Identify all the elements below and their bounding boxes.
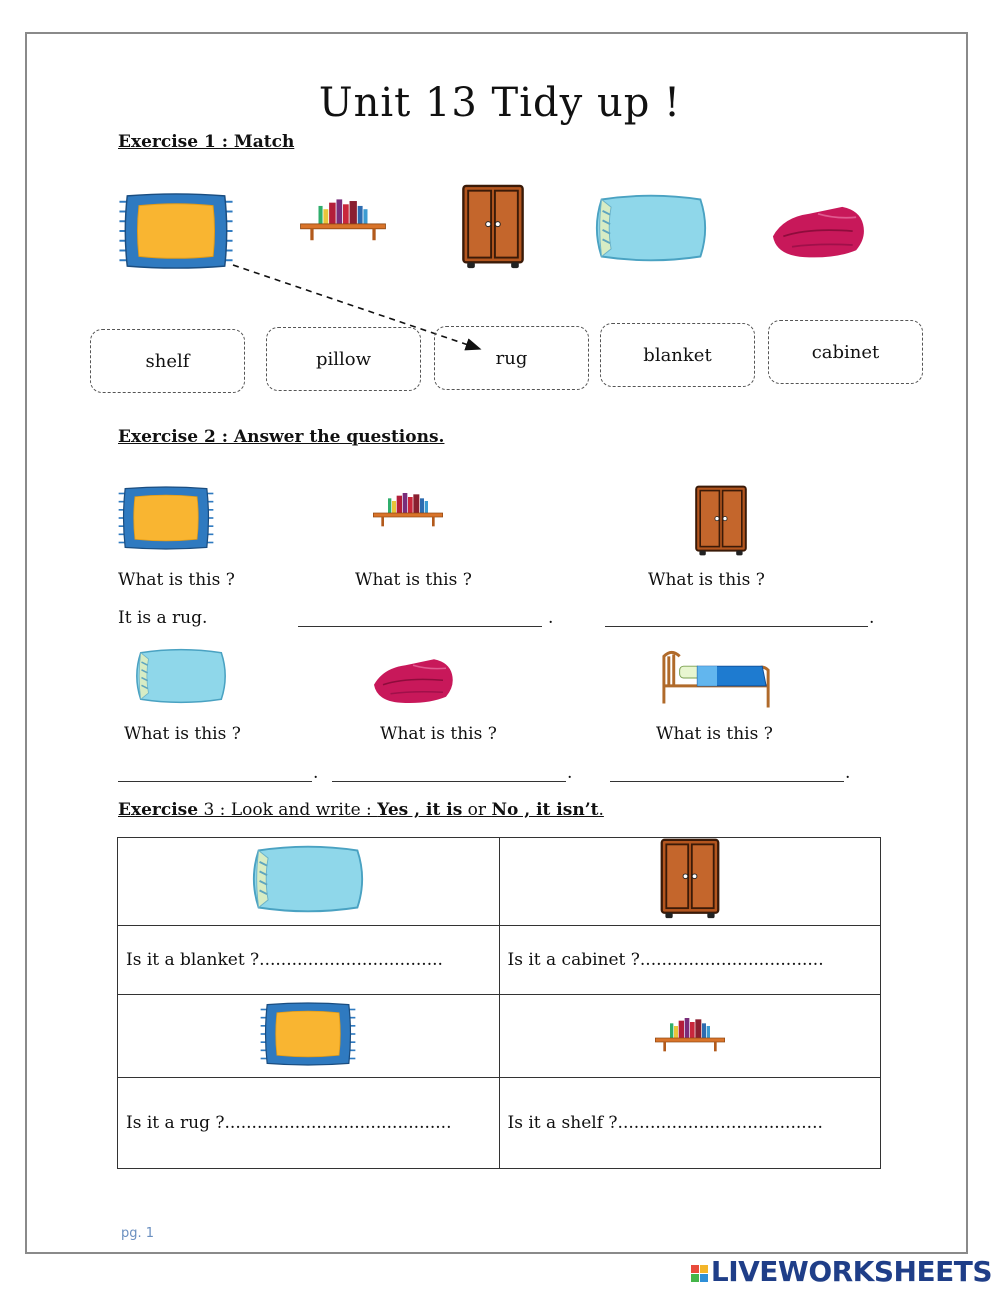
- table-row[interactable]: Is it a shelf ?......................................: [499, 1078, 881, 1169]
- cabinet-icon: [690, 485, 752, 557]
- question-4: What is this ?: [124, 724, 241, 744]
- table-row[interactable]: Is it a blanket ?..................................: [118, 926, 500, 995]
- table-cell: [118, 995, 500, 1078]
- question-5: What is this ?: [380, 724, 497, 744]
- brand-logo[interactable]: LIVEWORKSHEETS: [691, 1255, 992, 1288]
- table-cell: [499, 995, 881, 1078]
- exercise-3-heading: Exercise 3 : Look and write : Yes , it is or No , it isn’t.: [118, 800, 604, 820]
- exercise-1-heading: Exercise 1 : Match: [118, 132, 295, 152]
- answer-blank-5[interactable]: [332, 781, 566, 782]
- answer-blank-3[interactable]: [605, 626, 868, 627]
- table-cell: [499, 838, 881, 926]
- word-box-rug[interactable]: rug: [434, 326, 589, 390]
- rug-icon: [117, 482, 215, 554]
- example-answer: It is a rug.: [118, 608, 208, 628]
- question-1: What is this ?: [118, 570, 235, 590]
- table-row[interactable]: Is it a rug ?..........................................: [118, 1078, 500, 1169]
- cabinet-icon: [655, 838, 725, 920]
- page-number: pg. 1: [121, 1226, 155, 1241]
- page-title: Unit 13 Tidy up !: [318, 80, 682, 126]
- shelf-icon: [649, 1014, 731, 1054]
- bed-icon: [658, 642, 776, 712]
- shelf-icon: [362, 489, 454, 529]
- answer-blank-4[interactable]: [118, 781, 312, 782]
- brand-blocks-icon: [691, 1265, 708, 1282]
- rug-icon: [259, 998, 357, 1070]
- table-row[interactable]: Is it a cabinet ?..................................: [499, 926, 881, 995]
- table-cell: [118, 838, 500, 926]
- exercise-2-heading: Exercise 2 : Answer the questions.: [118, 427, 445, 447]
- blanket-icon: [368, 654, 458, 708]
- word-box-pillow[interactable]: pillow: [266, 327, 421, 391]
- answer-blank-2[interactable]: [298, 626, 542, 627]
- pillow-icon: [134, 645, 228, 707]
- question-6: What is this ?: [656, 724, 773, 744]
- word-box-shelf[interactable]: shelf: [90, 329, 245, 393]
- exercise-3-table: [117, 837, 881, 1169]
- word-box-cabinet[interactable]: cabinet: [768, 320, 923, 384]
- pillow-icon: [251, 841, 365, 917]
- word-box-blanket[interactable]: blanket: [600, 323, 755, 387]
- answer-blank-6[interactable]: [610, 781, 844, 782]
- question-2: What is this ?: [355, 570, 472, 590]
- question-3: What is this ?: [648, 570, 765, 590]
